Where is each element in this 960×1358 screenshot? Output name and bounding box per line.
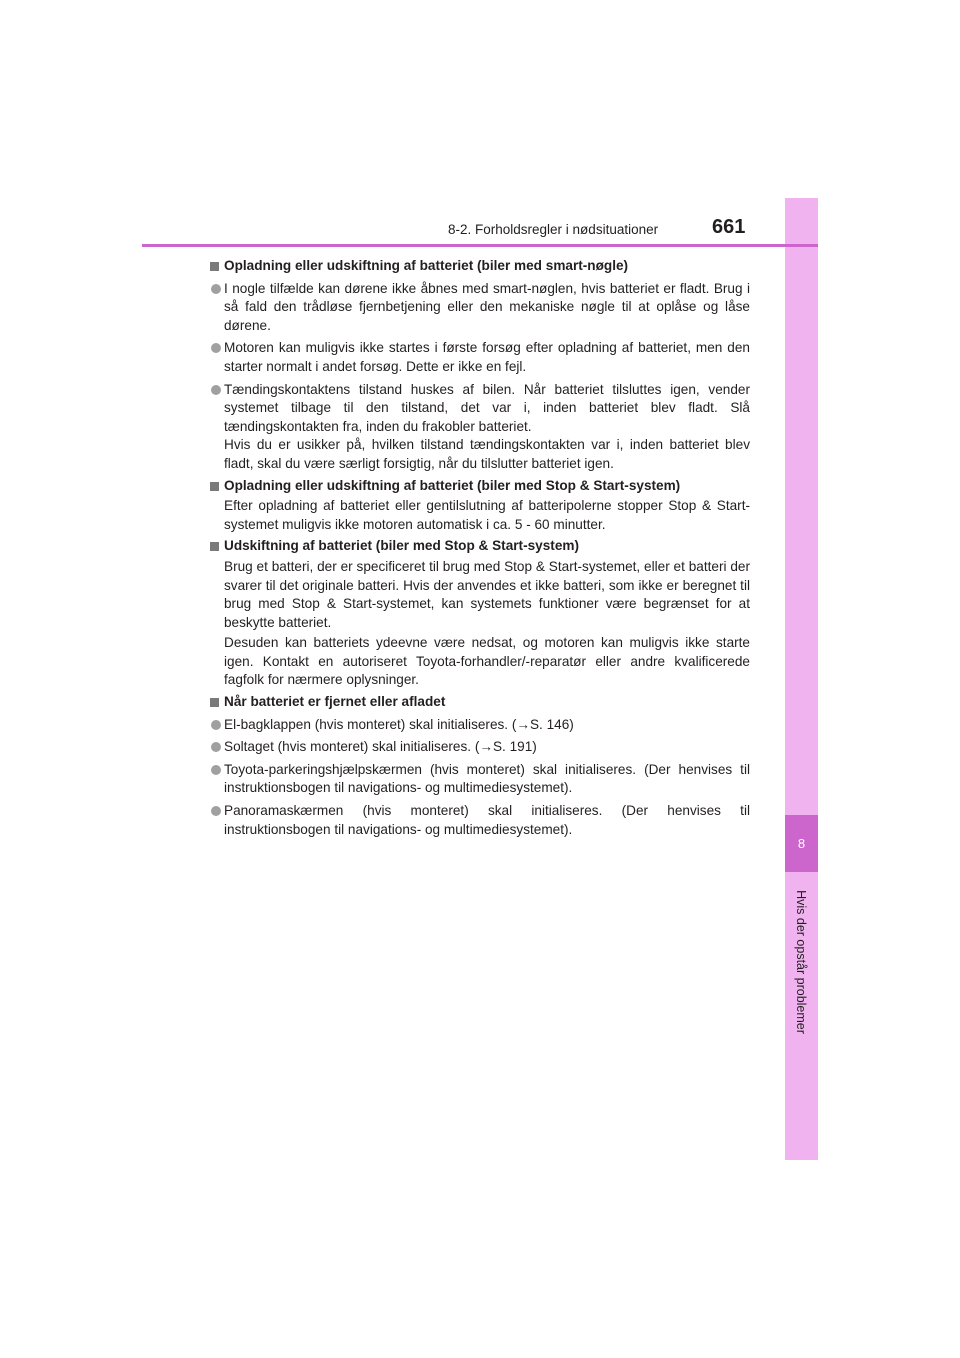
circle-bullet-icon <box>211 343 221 353</box>
list-item-text: Soltaget (hvis monteret) skal initialiseres. (→S. 191) <box>224 739 537 755</box>
square-bullet-icon <box>210 542 219 551</box>
heading-text: Opladning eller udskiftning af batteriet (biler med Stop & Start-system) <box>224 477 681 493</box>
header-rule <box>142 244 818 247</box>
list-item <box>210 738 750 757</box>
page-content <box>210 254 750 839</box>
list-item-text: I nogle tilfælde kan dørene ikke åbnes med smart-nøglen, hvis batteriet er fladt. Brug i så fald den trådløse fjernbetjening eller den mekaniske nøgle til at oplåse og låse dørene. <box>224 280 750 333</box>
section-heading <box>210 477 750 496</box>
circle-bullet-icon <box>211 765 221 775</box>
list-item <box>210 381 750 474</box>
square-bullet-icon <box>210 262 219 271</box>
section-heading <box>210 693 750 712</box>
square-bullet-icon <box>210 482 219 491</box>
circle-bullet-icon <box>211 284 221 294</box>
list-item <box>210 761 750 798</box>
list-item <box>210 716 750 735</box>
paragraph: Brug et batteri, der er specificeret til brug med Stop & Start-systemet, eller et batteri der svarer til det originale batteri. Hvis der anvendes et ikke batteri, som ikke er beregnet til brug med Stop & Start-systemet, kan systemets funktioner være begrænset for at beskytte batteriet. <box>224 558 750 630</box>
page-number: 661 <box>712 216 746 238</box>
list-item <box>210 339 750 376</box>
list-item <box>210 802 750 839</box>
section-heading <box>210 257 750 276</box>
chapter-number: 8 <box>785 815 818 872</box>
section-title: 8-2. Forholdsregler i nødsituationer <box>448 222 659 237</box>
list-item-text: Tændingskontaktens tilstand huskes af bilen. Når batteriet tilsluttes igen, vender systemet tilbage til den tilstand, det var i, inden batteriet blev fladt. Slå tændingskontakten fra, inden du frakobler batteriet. <box>224 381 750 434</box>
paragraph: Efter opladning af batteriet eller gentilslutning af batteripolerne stopper Stop & Start-systemet muligvis ikke motoren automatisk i ca. 5 - 60 minutter. <box>224 498 750 532</box>
heading-text: Når batteriet er fjernet eller afladet <box>224 694 446 710</box>
square-bullet-icon <box>210 698 219 707</box>
heading-text: Udskiftning af batteriet (biler med Stop & Start-system) <box>224 538 579 554</box>
list-item <box>210 280 750 336</box>
circle-bullet-icon <box>211 806 221 816</box>
circle-bullet-icon <box>211 385 221 395</box>
list-item-text: Motoren kan muligvis ikke startes i første forsøg efter opladning af batteriet, men den starter normalt i andet forsøg. Dette er ikke en fejl. <box>224 340 750 374</box>
circle-bullet-icon <box>211 742 221 752</box>
list-item-text: Panoramaskærmen (hvis monteret) skal initialiseres. (Der henvises til instruktionsbogen til navigations- og multimediesystemet). <box>224 803 750 837</box>
list-item-text: Hvis du er usikker på, hvilken tilstand tændingskontakten var i, inden batteriet blev fladt, skal du være særligt forsigtig, når du tilslutter batteriet igen. <box>224 437 750 471</box>
heading-text: Opladning eller udskiftning af batteriet (biler med smart-nøgle) <box>224 258 629 273</box>
list-item-text: Toyota-parkeringshjælpskærmen (hvis monteret) skal initialiseres. (Der henvises til instruktionsbogen til navigations- og multimediesystemet). <box>224 761 750 796</box>
section-heading <box>210 537 750 556</box>
list-item-text: El-bagklappen (hvis monteret) skal initialiseres. (→S. 146) <box>224 716 574 732</box>
paragraph: Desuden kan batteriets ydeevne være nedsat, og motoren kan muligvis ikke starte igen. Kontakt en autoriseret Toyota-forhandler/-reparatør eller andre kvalificerede fagfolk for nærmere oplysninger. <box>224 635 750 688</box>
chapter-title: Hvis der opstår problemer <box>794 890 808 1034</box>
circle-bullet-icon <box>211 720 221 730</box>
